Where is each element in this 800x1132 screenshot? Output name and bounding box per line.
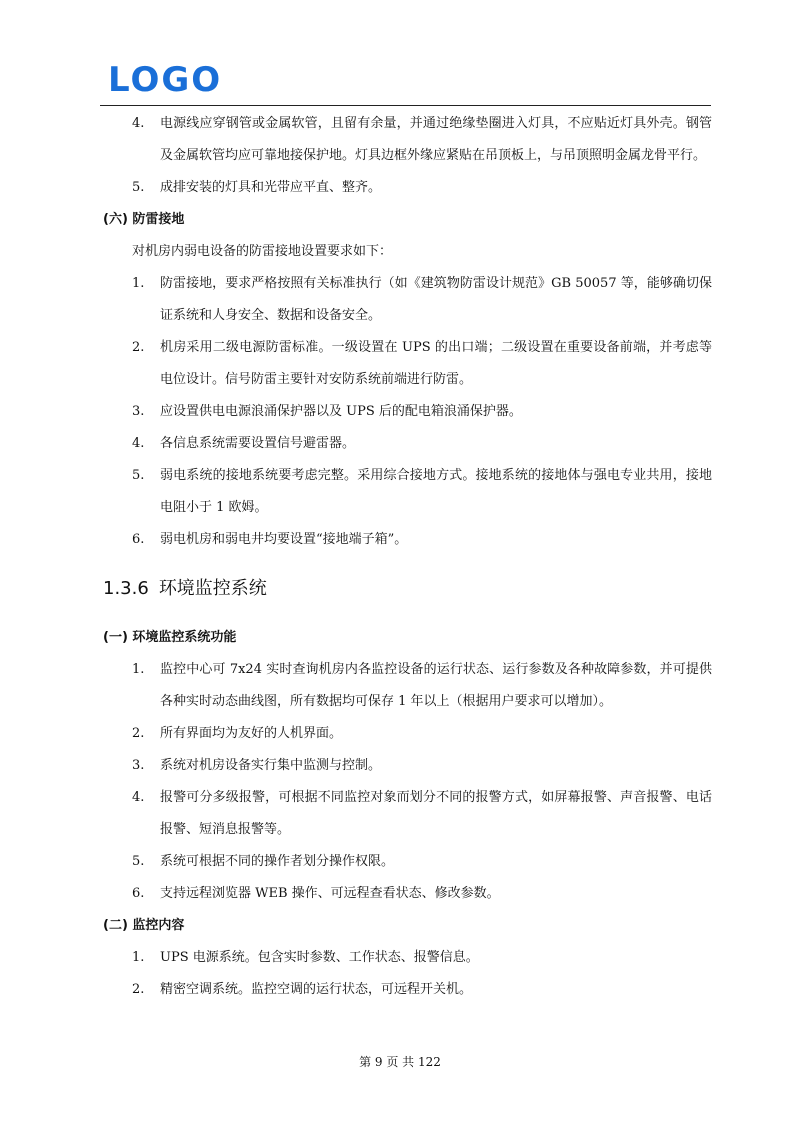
list-item: [132, 782, 712, 846]
list-item-text: 精密空调系统。监控空调的运行状态，可远程开关机。: [160, 982, 473, 997]
list-item-text: 各信息系统需要设置信号避雷器。: [160, 436, 356, 451]
list-item-number: 4.: [132, 436, 145, 451]
list-item: [132, 878, 712, 910]
list-item-number: 6.: [132, 532, 145, 547]
list-item: [132, 332, 712, 396]
list-item: [132, 172, 712, 204]
list-item-number: 2.: [132, 340, 145, 355]
list-item: [132, 396, 712, 428]
section-heading: [103, 574, 800, 604]
list-item-number: 6.: [132, 886, 145, 901]
list-item-text: 电源线应穿钢管或金属软管，且留有余量，并通过绝缘垫圈进入灯具，不应贴近灯具外壳。钢管及金属软管均应可靠地接保护地。灯具边框外缘应紧贴在吊顶板上，与吊顶照明金属龙骨平行。: [160, 116, 712, 163]
list-item-text: 弱电机房和弱电井均要设置“接地端子箱”。: [160, 532, 408, 547]
list-item-number: 2.: [132, 982, 145, 997]
intro-paragraph: 对机房内弱电设备的防雷接地设置要求如下：: [132, 244, 393, 259]
list-item: [132, 974, 712, 1006]
list-item-number: 3.: [132, 758, 145, 773]
list-item-number: 3.: [132, 404, 145, 419]
list-item: [132, 846, 712, 878]
header-divider: [100, 105, 711, 106]
list-item: [132, 718, 712, 750]
list-item: [132, 750, 712, 782]
list-item-number: 5.: [132, 180, 145, 195]
list-item: [132, 108, 712, 172]
list-item-text: 报警可分多级报警，可根据不同监控对象而划分不同的报警方式，如屏幕报警、声音报警、电话报警、短消息报警等。: [160, 790, 712, 837]
list-item-text: 监控中心可 7x24 实时查询机房内各监控设备的运行状态、运行参数及各种故障参数，并可提供各种实时动态曲线图，所有数据均可保存 1 年以上（根据用户要求可以增加）。: [160, 662, 712, 709]
section-title: 环境监控系统: [158, 578, 267, 599]
list-item: [132, 942, 712, 974]
list-item-text: UPS 电源系统。包含实时参数、工作状态、报警信息。: [160, 950, 479, 965]
list-item: [132, 268, 712, 332]
list-item-number: 5.: [132, 854, 145, 869]
list-item-number: 1.: [132, 276, 145, 291]
section-number: 1.3.6: [103, 578, 149, 599]
page-footer: 第 9 页 共 122: [359, 1055, 441, 1069]
document-body: [0, 108, 800, 1006]
list-item-number: 5.: [132, 468, 145, 483]
logo: LOGO: [108, 60, 223, 100]
list-item-text: 机房采用二级电源防雷标准。一级设置在 UPS 的出口端；二级设置在重要设备前端，并考虑等电位设计。信号防雷主要针对安防系统前端进行防雷。: [160, 340, 712, 387]
list-item-text: 支持远程浏览器 WEB 操作、可远程查看状态、修改参数。: [160, 886, 500, 901]
list-item-text: 应设置供电电源浪涌保护器以及 UPS 后的配电箱浪涌保护器。: [160, 404, 522, 419]
list-item: [132, 428, 712, 460]
subsection-heading: (六) 防雷接地: [103, 212, 185, 227]
list-item-number: 1.: [132, 662, 145, 677]
subsection-heading: (一) 环境监控系统功能: [103, 630, 237, 645]
list-item-number: 1.: [132, 950, 145, 965]
list-item-text: 弱电系统的接地系统要考虑完整。采用综合接地方式。接地系统的接地体与强电专业共用，接地电阻小于 1 欧姆。: [160, 468, 712, 515]
list-item-number: 4.: [132, 790, 145, 805]
list-item-text: 系统可根据不同的操作者划分操作权限。: [160, 854, 395, 869]
list-item-number: 2.: [132, 726, 145, 741]
list-item: [132, 524, 712, 556]
list-item: [132, 460, 712, 524]
list-item-text: 防雷接地，要求严格按照有关标准执行（如《建筑物防雷设计规范》GB 50057 等，能够确切保证系统和人身安全、数据和设备安全。: [160, 276, 712, 323]
list-item-number: 4.: [132, 116, 145, 131]
list-item-text: 所有界面均为友好的人机界面。: [160, 726, 343, 741]
list-item-text: 成排安装的灯具和光带应平直、整齐。: [160, 180, 382, 195]
list-item-text: 系统对机房设备实行集中监测与控制。: [160, 758, 382, 773]
list-item: [132, 654, 712, 718]
subsection-heading: (二) 监控内容: [103, 918, 185, 933]
